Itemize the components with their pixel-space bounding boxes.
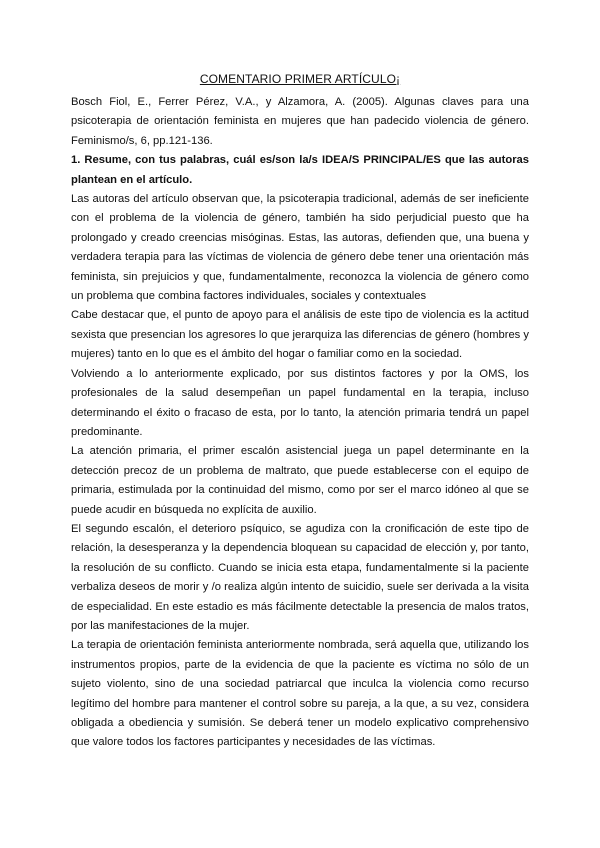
question-heading: 1. Resume, con tus palabras, cuál es/son la/s IDEA/S PRINCIPAL/ES que las autoras plantean en el artículo.: [71, 154, 529, 186]
paragraph: Volviendo a lo anteriormente explicado, por sus distintos factores y por la OMS, los profesionales de la salud desempeñan un papel fundamental en la terapia, incluso determinando el éxito o fracaso de esta, por lo tanto, la atención primaria tendrá un papel predominante.: [71, 367, 529, 438]
bibliographic-reference: Bosch Fiol, E., Ferrer Pérez, V.A., y Alzamora, A. (2005). Algunas claves para una psicoterapia de orientación feminista en mujeres que han padecido violencia de género. Feminismo/s, 6, pp.121-136.: [71, 96, 529, 147]
document-title: COMENTARIO PRIMER ARTÍCULO¡: [199, 72, 401, 86]
paragraph: El segundo escalón, el deterioro psíquico, se agudiza con la cronificación de este tipo de relación, la desesperanza y la dependencia bloquean su capacidad de elección y, por tanto, la resolución de su conflicto. Cuando se inicia esta etapa, fundamentalmente si la paciente verbaliza deseos de morir y /o realiza algún intento de suicidio, suele ser derivada a la visita de especialidad. En este estadio es más fácilmente detectable la presencia de malos tratos, por las manifestaciones de la mujer.: [71, 522, 529, 632]
paragraph: La terapia de orientación feminista anteriormente nombrada, será aquella que, utilizando los instrumentos propios, parte de la evidencia de que la paciente es víctima no sólo de un sujeto violento, sino de una sociedad patriarcal que inculca la violencia como recurso legítimo del hombre para mantener el control sobre su pareja, a la que, a su vez, considera obligada a obediencia y sumisión. Se deberá tener un modelo explicativo comprehensivo que valore todos los factores participantes y necesidades de las víctimas.: [71, 639, 529, 749]
paragraph: Las autoras del artículo observan que, la psicoterapia tradicional, además de ser ineficiente con el problema de la violencia de género, también ha sido perjudicial puesto que ha prolongado y creado creencias misóginas. Estas, las autoras, defienden que, una buena y verdadera terapia para las víctimas de violencia de género debe tener una orientación más feminista, sin prejuicios y que, fundamentalmente, reconozca la violencia de género como un problema que combina factores individuales, sociales y contextuales: [71, 193, 529, 303]
paragraph: La atención primaria, el primer escalón asistencial juega un papel determinante en la detección precoz de un problema de maltrato, que puede establecerse con el equipo de primaria, estimulada por la continuidad del mismo, como por ser el marco idóneo al que se puede acudir en búsqueda no explícita de auxilio.: [71, 445, 529, 516]
paragraph: Cabe destacar que, el punto de apoyo para el análisis de este tipo de violencia es la actitud sexista que presencian los agresores lo que jerarquiza las diferencias de género (hombres y mujeres) tanto en lo que es el ámbito del hogar o familiar como en la sociedad.: [71, 309, 529, 361]
